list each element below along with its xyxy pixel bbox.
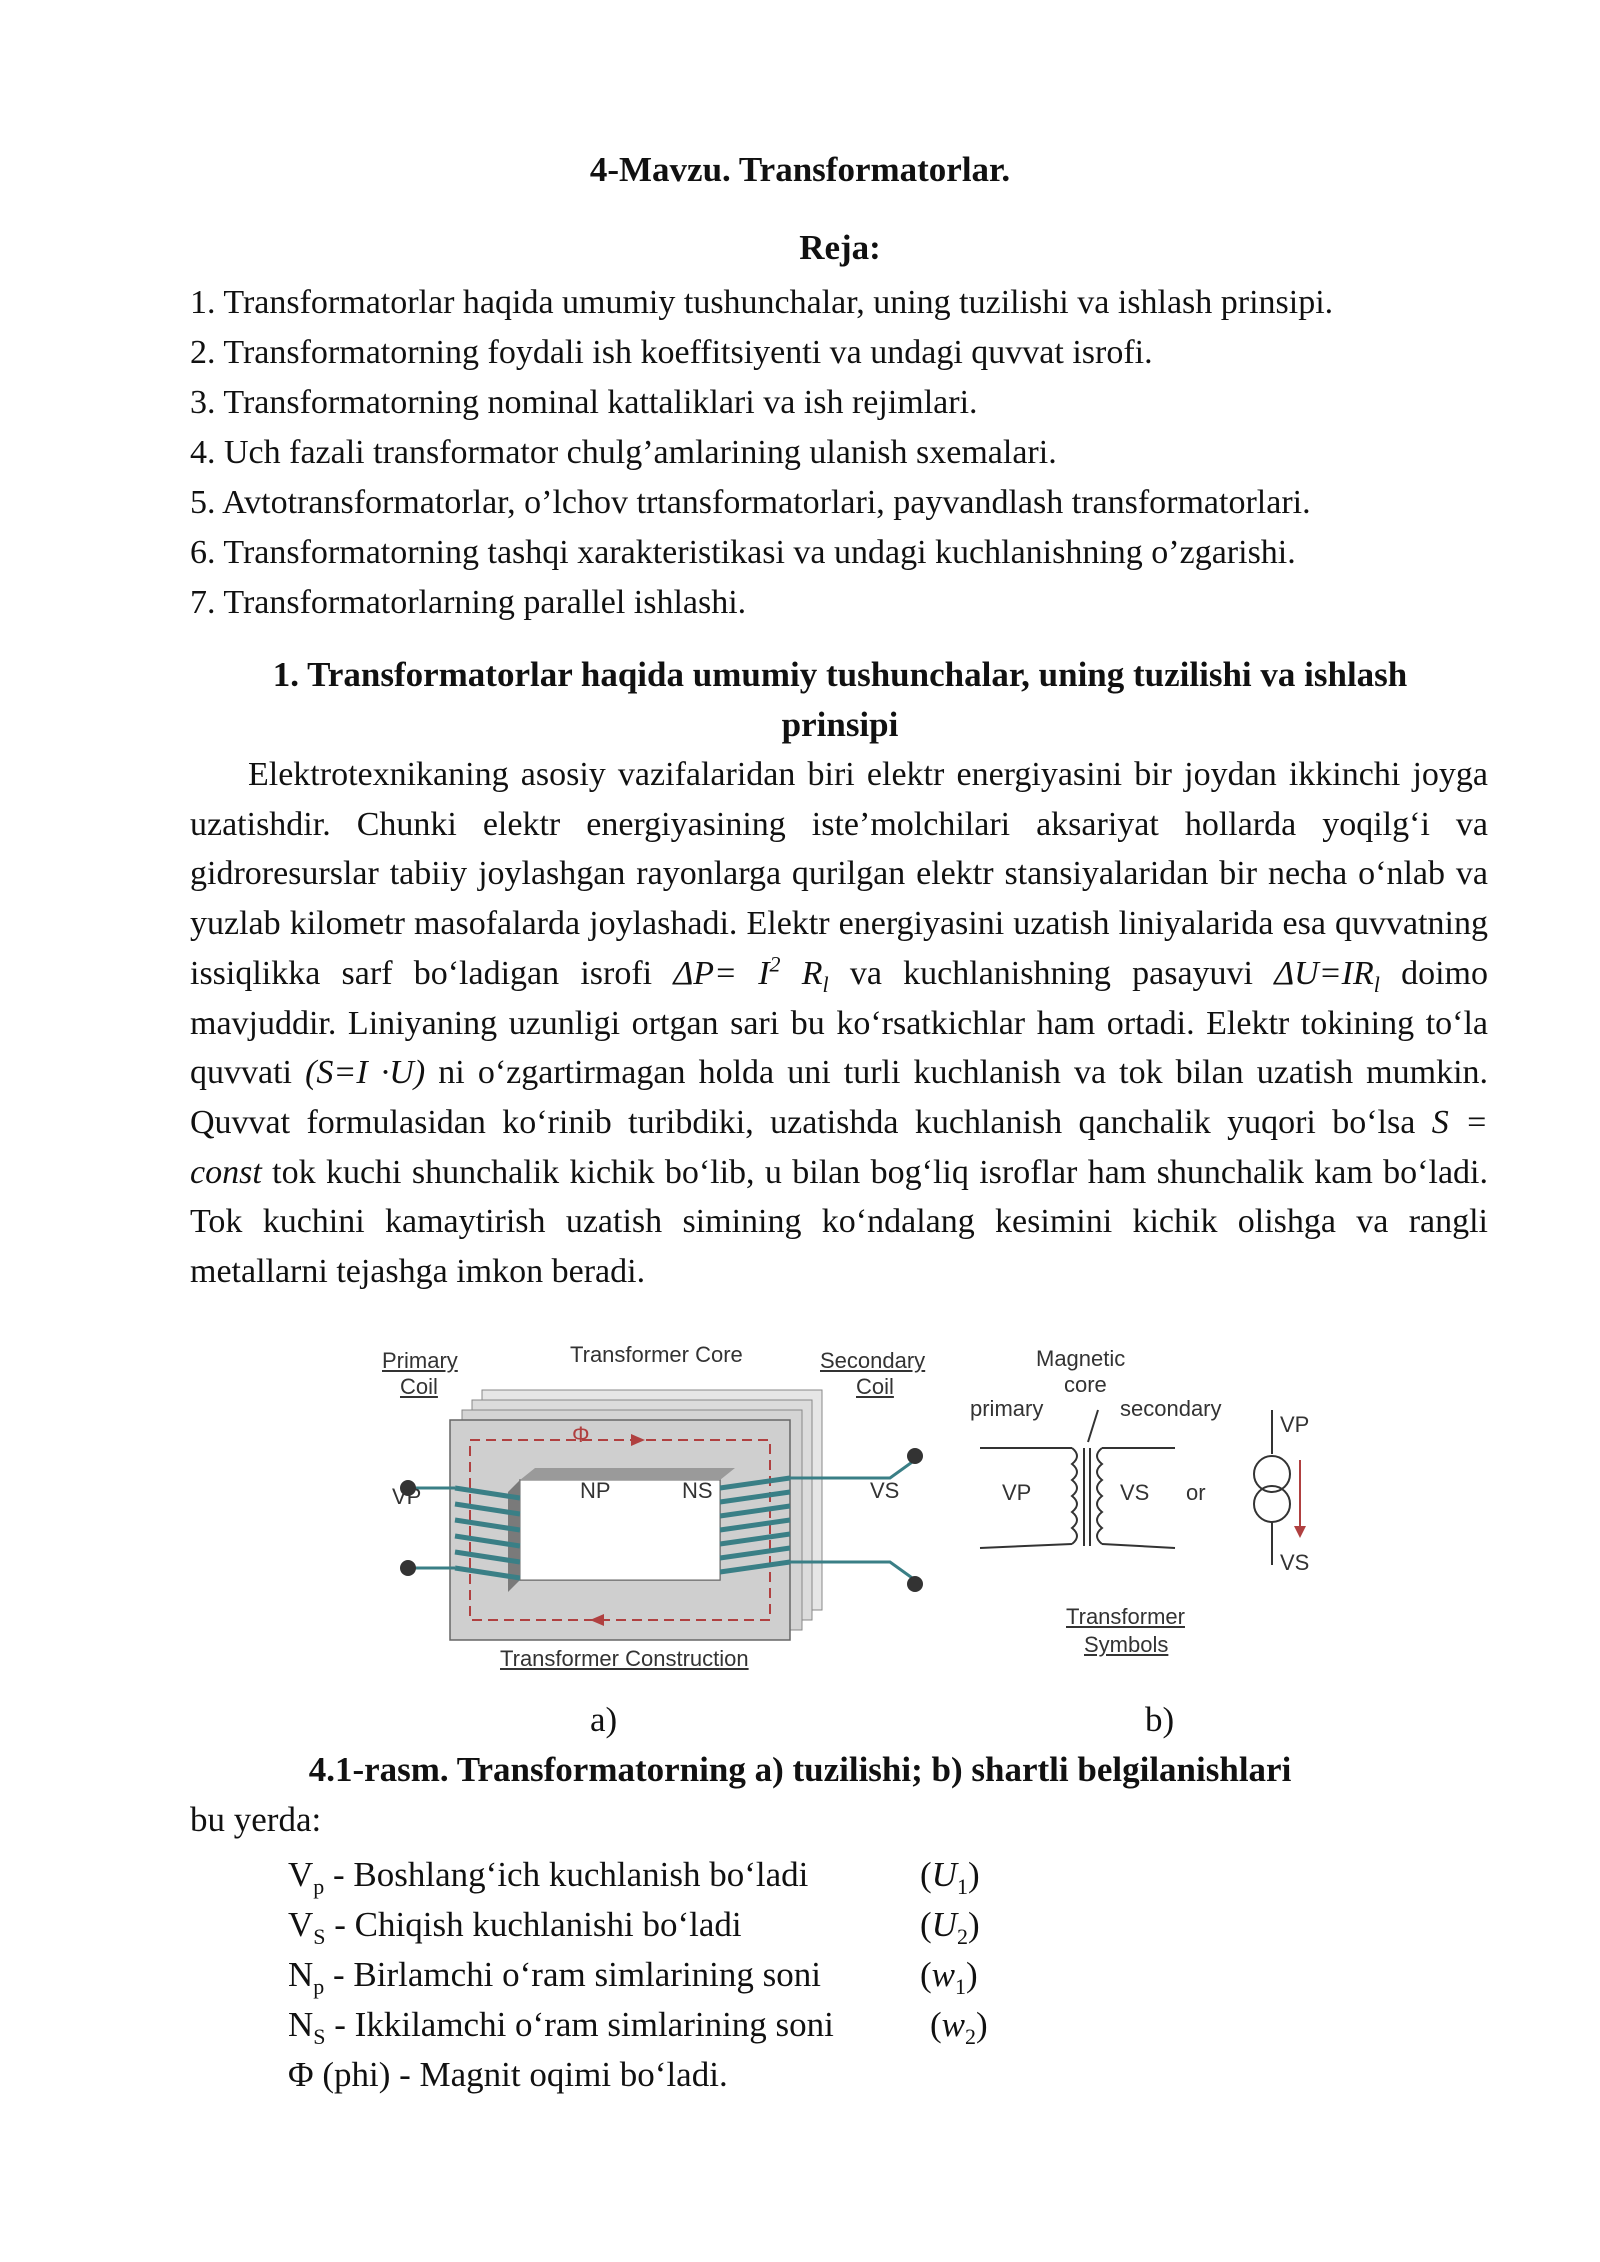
plan-item: 6. Transformatorning tashqi xarakteristikasi va undagi kuchlanishning o’zgarishi. bbox=[190, 534, 1296, 571]
body-paragraph bbox=[190, 750, 1488, 1297]
definition-row: $N_S$ - Ikkilamchi o‘ram simlarining soni $(w_2)$ bbox=[288, 2005, 988, 2049]
vp-right-label: VP bbox=[1280, 1412, 1310, 1437]
definition-row: $N_p$ - Birlamchi o‘ram simlarining soni $(w_1)$ bbox=[288, 1955, 978, 1999]
paragraph-text: va kuchlanishning pasayuvi bbox=[828, 954, 1275, 992]
phi-definition: Φ (phi) - Magnit oqimi bo‘ladi. bbox=[288, 2055, 728, 2094]
definitions-list bbox=[288, 1850, 988, 2100]
np-label: NP bbox=[580, 1478, 611, 1503]
formula-apparent-power: (S=I ·U) bbox=[305, 1054, 426, 1092]
plan-item: 1. Transformatorlar haqida umumiy tushunchalar, uning tuzilishi va ishlash prinsipi. bbox=[190, 284, 1334, 321]
construction-label: Transformer Construction bbox=[500, 1646, 749, 1671]
paragraph-text: tok kuchi shunchalik kichik bo‘lib, u bilan bog‘liq isroflar ham shunchalik kam bo‘ladi. Tok kuchini kamaytirish uzatish simining ko‘ndalang kesimini kichik olishga va rangli metallarni tejashga imkon beradi. bbox=[190, 1153, 1488, 1291]
figure-caption: 4.1-rasm. Transformatorning a) tuzilishi; b) shartli belgilanishlari bbox=[308, 1750, 1292, 1789]
formula-voltage-drop: $\Delta U=IR_l$ bbox=[1274, 954, 1380, 997]
section-heading-line: 1. Transformatorlar haqida umumiy tushunchalar, uning tuzilishi va ishlash bbox=[272, 655, 1408, 694]
symbols-label: Transformer bbox=[1066, 1604, 1185, 1629]
paragraph-text: Elektrotexnikaning asosiy vazifalaridan biri elektr energiyasini bir joydan ikkinchi joyga uzatishdir. Chunki elektr energiyasining iste’molchilari aksariyat hollarda yoqilg‘i va gidroresurslar tabiiy joylashgan rayonlarga qurilgan elektr stansiyalaridan bir necha o‘nlab va yuzlab kilometr masofalarda joylashadi. Elektr energiyasini uzatish liniyalarida esa quvvatning issiqlikka sarf bo‘ladigan isrofi bbox=[190, 756, 1488, 992]
definitions-intro: bu yerda: bbox=[190, 1800, 322, 1839]
plan-item: 5. Avtotransformatorlar, o’lchov trtansformatorlari, payvandlash transformatorlari. bbox=[190, 484, 1311, 521]
transformer-construction-diagram bbox=[360, 1348, 1010, 1688]
secondary-coil-label: Secondary bbox=[820, 1348, 926, 1373]
or-label: or bbox=[1186, 1480, 1206, 1505]
vs-right-label: VS bbox=[1280, 1550, 1310, 1575]
vp-label: VP bbox=[1002, 1480, 1032, 1505]
section-heading-line: prinsipi bbox=[781, 705, 899, 744]
page-title: 4-Mavzu. Transformatorlar. bbox=[589, 150, 1011, 189]
primary-label: primary bbox=[970, 1396, 1044, 1421]
formula-power-loss: $\Delta P= I^2$ $R_l$ bbox=[673, 951, 829, 997]
secondary-coil-label: Coil bbox=[856, 1374, 894, 1399]
plan-item: 3. Transformatorning nominal kattaliklari va ish rejimlari. bbox=[190, 384, 978, 421]
secondary-label: secondary bbox=[1120, 1396, 1222, 1421]
primary-coil-label: Coil bbox=[400, 1374, 438, 1399]
formula-const: S = const bbox=[190, 1103, 1488, 1191]
vp-label: VP bbox=[392, 1484, 422, 1509]
vs-label: VS bbox=[870, 1478, 900, 1503]
flux-label: Φ bbox=[572, 1422, 590, 1447]
definition-row: $V_S$ - Chiqish kuchlanishi bo‘ladi $(U_2)$ bbox=[288, 1905, 980, 1949]
plan-item: 2. Transformatorning foydali ish koeffitsiyenti va undagi quvvat isrofi. bbox=[190, 334, 1153, 371]
core-label: Transformer Core bbox=[570, 1342, 743, 1367]
paragraph-text: ni o‘zgartirmagan holda uni turli kuchlanish va tok bilan uzatish mumkin. Quvvat formulasidan ko‘rinib turibdiki, uzatishda kuchlanish qanchalik yuqori bo‘lsa bbox=[190, 1054, 1489, 1141]
vs-label: VS bbox=[1120, 1480, 1150, 1505]
figure-sublabel-a: a) bbox=[590, 1700, 618, 1739]
plan-item: 4. Uch fazali transformator chulg’amlarining ulanish sxemalari. bbox=[190, 434, 1057, 471]
figure-transformer-symbols bbox=[960, 1346, 1360, 1680]
plan-list bbox=[190, 278, 1510, 628]
figure-sublabel-b: b) bbox=[1145, 1700, 1175, 1739]
definition-row: $V_p$ - Boshlang‘ich kuchlanish bo‘ladi $(U_1)$ bbox=[288, 1855, 980, 1899]
plan-heading: Reja: bbox=[799, 228, 881, 267]
figure-transformer-construction bbox=[360, 1342, 1010, 1688]
ns-label: NS bbox=[682, 1478, 713, 1503]
section-heading bbox=[190, 650, 1490, 750]
primary-coil-label: Primary bbox=[382, 1348, 458, 1373]
symbols-label: Symbols bbox=[1084, 1632, 1169, 1657]
plan-item: 7. Transformatorlarning parallel ishlashi. bbox=[190, 584, 747, 621]
magnetic-core-label: Magnetic bbox=[1036, 1346, 1126, 1371]
magnetic-core-label: core bbox=[1064, 1372, 1107, 1397]
paragraph-text: doimo mavjuddir. Liniyaning uzunligi ortgan sari bu ko‘rsatkichlar ham ortadi. Elektr tokining to‘la quvvati bbox=[190, 954, 1488, 1092]
